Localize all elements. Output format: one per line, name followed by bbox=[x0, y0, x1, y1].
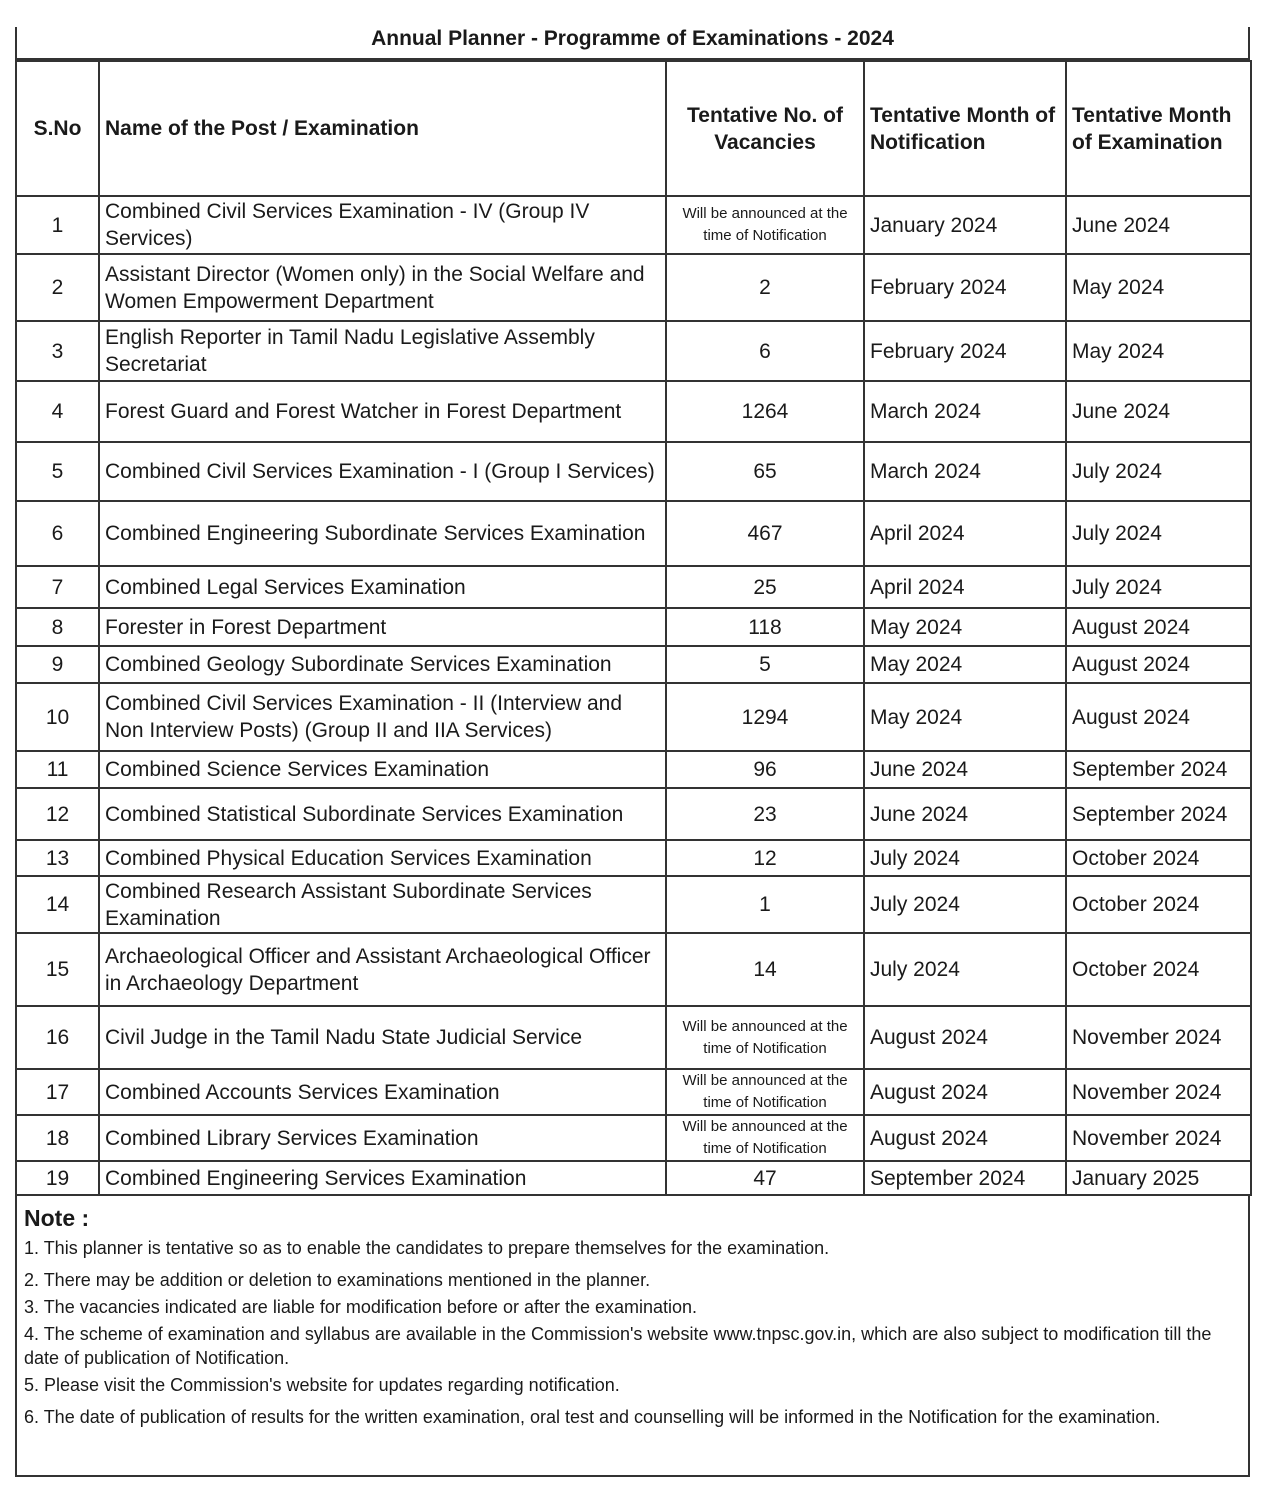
cell-examination: October 2024 bbox=[1066, 933, 1251, 1006]
cell-name: English Reporter in Tamil Nadu Legislative Assembly Secretariat bbox=[99, 321, 666, 381]
cell-vacancies: 6 bbox=[666, 321, 864, 381]
cell-notification: May 2024 bbox=[864, 608, 1066, 646]
table-row bbox=[16, 933, 1251, 1006]
cell-notification: March 2024 bbox=[864, 442, 1066, 501]
cell-vacancies: 12 bbox=[666, 840, 864, 876]
header-notification: Tentative Month of Notification bbox=[864, 61, 1066, 196]
cell-examination: July 2024 bbox=[1066, 566, 1251, 608]
cell-vacancies: Will be announced at the time of Notification bbox=[666, 196, 864, 254]
cell-notification: February 2024 bbox=[864, 321, 1066, 381]
header-name: Name of the Post / Examination bbox=[99, 61, 666, 196]
cell-vacancies: Will be announced at the time of Notification bbox=[666, 1115, 864, 1161]
header-vacancies: Tentative No. of Vacancies bbox=[666, 61, 864, 196]
notes-section bbox=[15, 1196, 1250, 1477]
cell-name: Combined Civil Services Examination - I (Group I Services) bbox=[99, 442, 666, 501]
cell-sno: 9 bbox=[16, 646, 99, 683]
cell-vacancies: 2 bbox=[666, 254, 864, 321]
cell-vacancies: 5 bbox=[666, 646, 864, 683]
table-row bbox=[16, 1161, 1251, 1195]
document-title: Annual Planner - Programme of Examinations - 2024 bbox=[15, 27, 1250, 60]
cell-sno: 6 bbox=[16, 501, 99, 566]
table-row bbox=[16, 876, 1251, 933]
cell-notification: June 2024 bbox=[864, 751, 1066, 788]
table-row bbox=[16, 646, 1251, 683]
cell-vacancies: 1294 bbox=[666, 683, 864, 751]
cell-vacancies: 118 bbox=[666, 608, 864, 646]
cell-notification: July 2024 bbox=[864, 876, 1066, 933]
cell-name: Combined Science Services Examination bbox=[99, 751, 666, 788]
table-row bbox=[16, 321, 1251, 381]
cell-sno: 3 bbox=[16, 321, 99, 381]
table-row bbox=[16, 196, 1251, 254]
cell-notification: May 2024 bbox=[864, 646, 1066, 683]
cell-notification: March 2024 bbox=[864, 381, 1066, 442]
cell-name: Combined Legal Services Examination bbox=[99, 566, 666, 608]
cell-sno: 17 bbox=[16, 1069, 99, 1115]
cell-sno: 19 bbox=[16, 1161, 99, 1195]
cell-notification: August 2024 bbox=[864, 1069, 1066, 1115]
cell-name: Combined Geology Subordinate Services Examination bbox=[99, 646, 666, 683]
cell-examination: September 2024 bbox=[1066, 751, 1251, 788]
cell-notification: September 2024 bbox=[864, 1161, 1066, 1195]
cell-vacancies: 23 bbox=[666, 788, 864, 840]
cell-notification: June 2024 bbox=[864, 788, 1066, 840]
cell-examination: May 2024 bbox=[1066, 254, 1251, 321]
cell-sno: 1 bbox=[16, 196, 99, 254]
cell-vacancies: 25 bbox=[666, 566, 864, 608]
note-item: 6. The date of publication of results for the written examination, oral test and counselling will be informed in the Notification for the examination. bbox=[24, 1407, 1161, 1427]
note-item: 4. The scheme of examination and syllabus are available in the Commission's website www.tnpsc.gov.in, which are also subject to modification till the date of publication of Notification. bbox=[24, 1324, 1212, 1368]
cell-vacancies: 1 bbox=[666, 876, 864, 933]
cell-sno: 14 bbox=[16, 876, 99, 933]
cell-sno: 13 bbox=[16, 840, 99, 876]
cell-name: Combined Statistical Subordinate Services Examination bbox=[99, 788, 666, 840]
cell-name: Combined Civil Services Examination - IV (Group IV Services) bbox=[99, 196, 666, 254]
cell-name: Combined Physical Education Services Examination bbox=[99, 840, 666, 876]
cell-examination: September 2024 bbox=[1066, 788, 1251, 840]
cell-vacancies: 467 bbox=[666, 501, 864, 566]
cell-examination: May 2024 bbox=[1066, 321, 1251, 381]
cell-name: Combined Accounts Services Examination bbox=[99, 1069, 666, 1115]
table-row bbox=[16, 788, 1251, 840]
cell-sno: 12 bbox=[16, 788, 99, 840]
cell-name: Civil Judge in the Tamil Nadu State Judicial Service bbox=[99, 1006, 666, 1069]
cell-vacancies: 47 bbox=[666, 1161, 864, 1195]
cell-vacancies: Will be announced at the time of Notification bbox=[666, 1006, 864, 1069]
cell-examination: November 2024 bbox=[1066, 1115, 1251, 1161]
cell-notification: May 2024 bbox=[864, 683, 1066, 751]
cell-notification: August 2024 bbox=[864, 1115, 1066, 1161]
cell-sno: 10 bbox=[16, 683, 99, 751]
cell-examination: July 2024 bbox=[1066, 442, 1251, 501]
table-row bbox=[16, 442, 1251, 501]
cell-examination: October 2024 bbox=[1066, 840, 1251, 876]
cell-examination: November 2024 bbox=[1066, 1006, 1251, 1069]
cell-sno: 11 bbox=[16, 751, 99, 788]
cell-name: Archaeological Officer and Assistant Archaeological Officer in Archaeology Department bbox=[99, 933, 666, 1006]
cell-vacancies: 65 bbox=[666, 442, 864, 501]
table-row bbox=[16, 751, 1251, 788]
cell-sno: 7 bbox=[16, 566, 99, 608]
note-item: 3. The vacancies indicated are liable for modification before or after the examination. bbox=[24, 1297, 698, 1317]
table-row bbox=[16, 1115, 1251, 1161]
header-examination: Tentative Month of Examination bbox=[1066, 61, 1251, 196]
cell-name: Assistant Director (Women only) in the Social Welfare and Women Empowerment Department bbox=[99, 254, 666, 321]
cell-examination: October 2024 bbox=[1066, 876, 1251, 933]
cell-examination: August 2024 bbox=[1066, 683, 1251, 751]
header-sno: S.No bbox=[16, 61, 99, 196]
cell-examination: June 2024 bbox=[1066, 381, 1251, 442]
cell-notification: August 2024 bbox=[864, 1006, 1066, 1069]
cell-examination: November 2024 bbox=[1066, 1069, 1251, 1115]
cell-notification: July 2024 bbox=[864, 840, 1066, 876]
cell-name: Combined Engineering Subordinate Services Examination bbox=[99, 501, 666, 566]
note-item: 2. There may be addition or deletion to examinations mentioned in the planner. bbox=[24, 1270, 651, 1290]
cell-notification: July 2024 bbox=[864, 933, 1066, 1006]
cell-examination: July 2024 bbox=[1066, 501, 1251, 566]
cell-name: Combined Research Assistant Subordinate Services Examination bbox=[99, 876, 666, 933]
cell-vacancies: Will be announced at the time of Notification bbox=[666, 1069, 864, 1115]
cell-name: Forest Guard and Forest Watcher in Forest Department bbox=[99, 381, 666, 442]
table-row bbox=[16, 1006, 1251, 1069]
cell-sno: 18 bbox=[16, 1115, 99, 1161]
table-row bbox=[16, 566, 1251, 608]
table-row bbox=[16, 1069, 1251, 1115]
table-row bbox=[16, 254, 1251, 321]
table-row bbox=[16, 840, 1251, 876]
note-item: 1. This planner is tentative so as to enable the candidates to prepare themselves for the examination. bbox=[24, 1238, 830, 1258]
cell-name: Combined Civil Services Examination - II (Interview and Non Interview Posts) (Group II and IIA Services) bbox=[99, 683, 666, 751]
cell-sno: 4 bbox=[16, 381, 99, 442]
cell-notification: April 2024 bbox=[864, 501, 1066, 566]
cell-sno: 15 bbox=[16, 933, 99, 1006]
cell-sno: 8 bbox=[16, 608, 99, 646]
cell-examination: June 2024 bbox=[1066, 196, 1251, 254]
table-row bbox=[16, 501, 1251, 566]
table-header-row bbox=[16, 61, 1251, 196]
cell-name: Combined Engineering Services Examination bbox=[99, 1161, 666, 1195]
cell-sno: 2 bbox=[16, 254, 99, 321]
cell-name: Forester in Forest Department bbox=[99, 608, 666, 646]
cell-notification: January 2024 bbox=[864, 196, 1066, 254]
note-item: 5. Please visit the Commission's website for updates regarding notification. bbox=[24, 1375, 620, 1395]
annual-planner-document bbox=[15, 27, 1250, 1477]
cell-examination: August 2024 bbox=[1066, 646, 1251, 683]
cell-name: Combined Library Services Examination bbox=[99, 1115, 666, 1161]
cell-sno: 5 bbox=[16, 442, 99, 501]
cell-examination: August 2024 bbox=[1066, 608, 1251, 646]
cell-vacancies: 96 bbox=[666, 751, 864, 788]
notes-title: Note : bbox=[24, 1205, 90, 1231]
table-row bbox=[16, 381, 1251, 442]
table-row bbox=[16, 608, 1251, 646]
cell-vacancies: 1264 bbox=[666, 381, 864, 442]
cell-examination: January 2025 bbox=[1066, 1161, 1251, 1195]
examinations-table bbox=[15, 60, 1252, 1196]
cell-sno: 16 bbox=[16, 1006, 99, 1069]
table-row bbox=[16, 683, 1251, 751]
cell-notification: February 2024 bbox=[864, 254, 1066, 321]
cell-vacancies: 14 bbox=[666, 933, 864, 1006]
cell-notification: April 2024 bbox=[864, 566, 1066, 608]
